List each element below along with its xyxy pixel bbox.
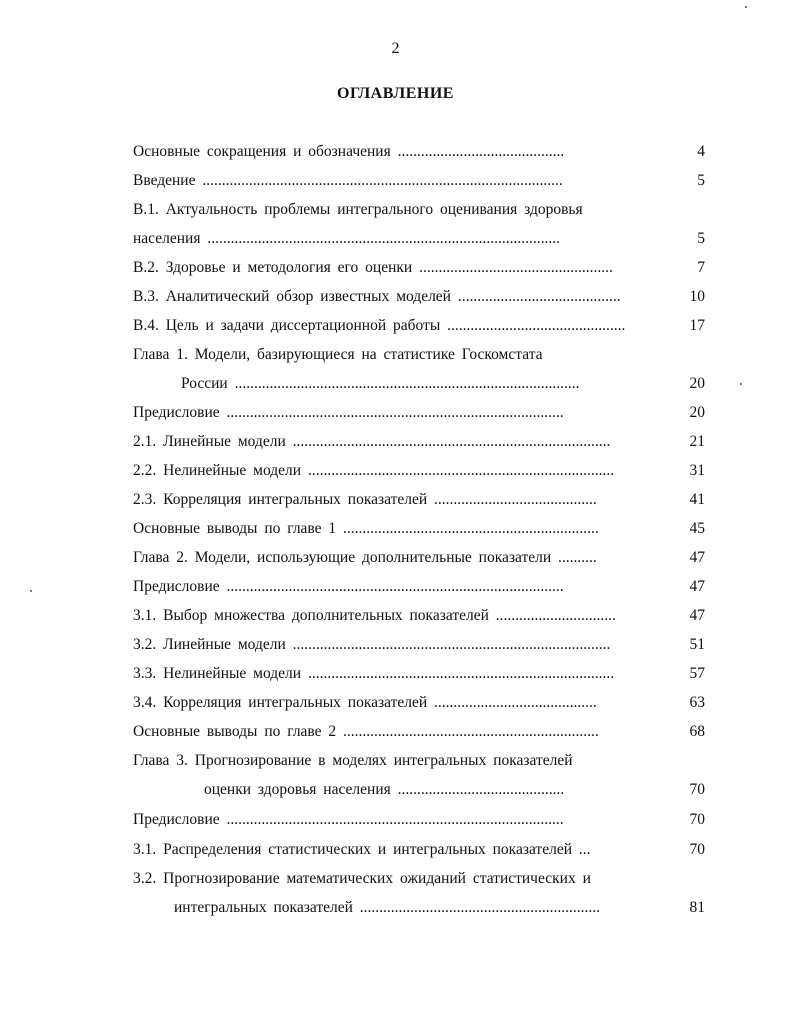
toc-page-number: 47	[689, 607, 705, 624]
toc-page-number: 20	[689, 375, 705, 392]
toc-entry-label: 3.4. Корреляция интегральных показателей ..........................................	[133, 694, 597, 711]
toc-page-number: 81	[689, 899, 705, 916]
toc-page-number: 10	[689, 288, 705, 305]
toc-entry	[133, 519, 666, 539]
toc-entry	[133, 403, 666, 423]
toc-page-number: 70	[689, 781, 705, 798]
page-number: 2	[391, 40, 400, 57]
toc-page-number: 63	[689, 694, 705, 711]
toc-entry-label: В.3. Аналитический обзор известных моделей ..........................................	[133, 288, 621, 305]
toc-entry	[133, 171, 666, 191]
toc-entry	[133, 287, 666, 307]
toc-entry	[133, 810, 666, 830]
toc-entry	[133, 577, 666, 597]
toc-page-number: 47	[689, 578, 705, 595]
toc-page-number: 68	[689, 723, 705, 740]
toc-entry	[133, 432, 666, 452]
scan-speck	[740, 383, 742, 385]
toc-entry-label: Предисловие .......................................................................................	[133, 811, 564, 828]
toc-page-number: 4	[697, 143, 705, 160]
toc-page-number: 5	[697, 172, 705, 189]
toc-entry-label: 3.2. Линейные модели ..................................................................................	[133, 636, 611, 653]
toc-entry-label: В.1. Актуальность проблемы интегрального оценивания здоровья	[133, 201, 583, 218]
toc-entry	[181, 374, 666, 394]
toc-page-number: 70	[689, 811, 705, 828]
toc-entry-label: 3.1. Выбор множества дополнительных показателей ...............................	[133, 607, 616, 624]
toc-entry	[133, 751, 666, 771]
toc-entry	[133, 258, 666, 278]
toc-entry	[133, 635, 666, 655]
toc-entry-label: 2.3. Корреляция интегральных показателей ..........................................	[133, 491, 597, 508]
toc-page-number: 57	[689, 665, 705, 682]
toc-entry	[204, 780, 666, 800]
toc-entry-label: 2.1. Линейные модели ..................................................................................	[133, 433, 611, 450]
toc-entry	[133, 345, 666, 365]
toc-page-number: 47	[689, 549, 705, 566]
toc-entry-label: Основные сокращения и обозначения ...........................................	[133, 143, 565, 160]
scan-speck	[30, 590, 32, 592]
toc-entry	[133, 869, 666, 889]
toc-entry	[133, 229, 666, 249]
toc-entry-label: Глава 1. Модели, базирующиеся на статистике Госкомстата	[133, 346, 543, 363]
toc-entry-label: Основные выводы по главе 1 ..................................................................	[133, 520, 599, 537]
toc-page-number: 70	[689, 841, 705, 858]
toc-entry-label: Глава 3. Прогнозирование в моделях интегральных показателей	[133, 752, 573, 769]
toc-entry	[133, 490, 666, 510]
toc-entry-label: Глава 2. Модели, использующие дополнительные показатели ..........	[133, 549, 597, 566]
toc-entry-label: В.4. Цель и задачи диссертационной работы ..............................................	[133, 317, 626, 334]
toc-page-number: 5	[697, 230, 705, 247]
toc-entry	[133, 200, 666, 220]
toc-page-number: 51	[689, 636, 705, 653]
toc-entry-label: 3.2. Прогнозирование математических ожиданий статистических и	[133, 870, 591, 887]
toc-entry	[133, 840, 666, 860]
toc-entry	[133, 461, 666, 481]
toc-entry-label: оценки здоровья населения ...........................................	[204, 781, 565, 798]
toc-entry-label: интегральных показателей ..............................................................	[174, 899, 601, 916]
toc-entry	[133, 722, 666, 742]
toc-page-number: 20	[689, 404, 705, 421]
toc-entry-label: Предисловие .......................................................................................	[133, 578, 564, 595]
toc-entry	[133, 548, 666, 568]
toc-entry	[133, 142, 666, 162]
toc-page-number: 17	[689, 317, 705, 334]
toc-page-number: 31	[689, 462, 705, 479]
toc-page-number: 45	[689, 520, 705, 537]
toc-entry-label: 3.3. Нелинейные модели ...............................................................................	[133, 665, 615, 682]
toc-entry-label: Введение .............................................................................................	[133, 172, 563, 189]
toc-entry	[133, 316, 666, 336]
toc-entry-label: Основные выводы по главе 2 ..................................................................	[133, 723, 599, 740]
toc-entry-label: 2.2. Нелинейные модели ...............................................................................	[133, 462, 615, 479]
toc-page-number: 21	[689, 433, 705, 450]
toc-entry-label: России .........................................................................................	[181, 375, 580, 392]
toc-entry	[133, 606, 666, 626]
toc-entry-label: населения ...........................................................................................	[133, 230, 560, 247]
toc-entry-label: 3.1. Распределения статистических и интегральных показателей ...	[133, 841, 591, 858]
toc-entry-label: В.2. Здоровье и методология его оценки ..................................................	[133, 259, 613, 276]
toc-entry	[133, 693, 666, 713]
scan-speck	[745, 6, 747, 8]
page-title: ОГЛАВЛЕНИЕ	[337, 85, 454, 102]
toc-page-number: 7	[697, 259, 705, 276]
toc-page-number: 41	[689, 491, 705, 508]
toc-entry	[174, 898, 666, 918]
toc-entry-label: Предисловие .......................................................................................	[133, 404, 564, 421]
toc-entry	[133, 664, 666, 684]
